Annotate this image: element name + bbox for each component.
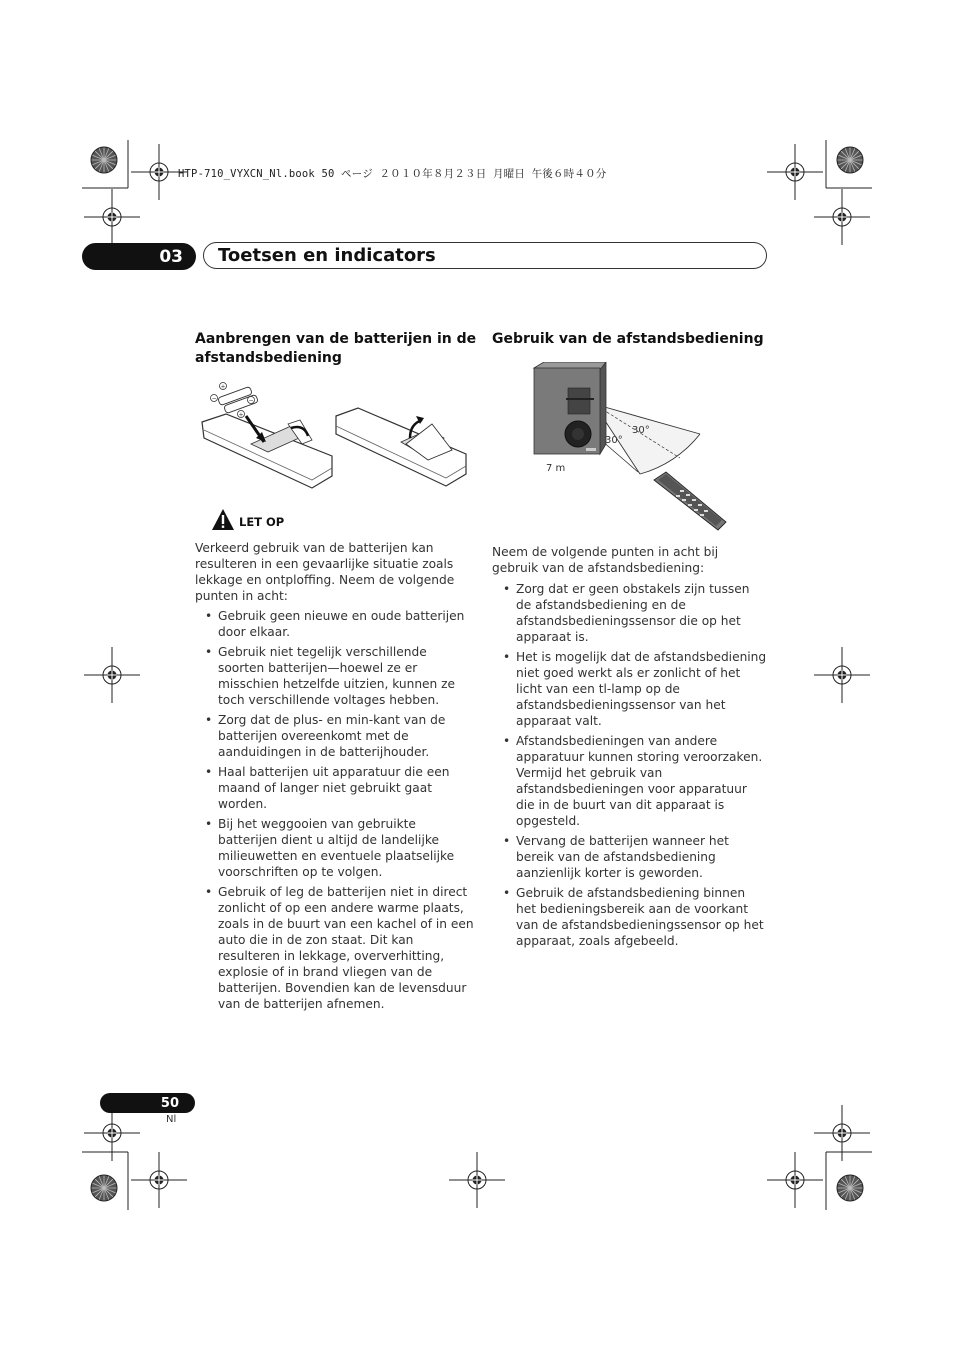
remote-range-illustration — [530, 362, 730, 534]
page-number: 50 — [160, 1095, 179, 1111]
caution-label: LET OP — [239, 515, 285, 529]
angle-label-top: 30° — [632, 425, 650, 436]
list-item: • Gebruik of leg de batterijen niet in direct zonlicht of op een andere warme plaats, zoals in de buurt van een kachel of in een auto die in de zon staat. Dit kan resulteren in lekkage, oververhitting, explosie of in brand vliegen van de batterijen. Bovendien kan de levensduur van de batterijen afnemen. — [205, 885, 474, 1011]
list-item: • Het is mogelijk dat de afstandsbediening niet goed werkt als er zonlicht of het licht van een tl-lamp op de afstandsbedieningssensor van het apparaat valt. — [503, 650, 767, 728]
list-item: • Gebruik niet tegelijk verschillende soorten batterijen—hoewel ze er misschien hetzelfde uitzien, kunnen ze toch verschillende voltages hebben. — [205, 645, 456, 707]
svg-text:+: + — [220, 383, 226, 391]
warning-triangle-icon — [211, 508, 235, 532]
list-item: • Bij het weggooien van gebruikte batterijen dient u altijd de landelijke milieuwetten en eventuele plaatselijke voorschriften op te volgen. — [205, 817, 455, 879]
page-language: Nl — [166, 1114, 177, 1125]
list-item: • Afstandsbedieningen van andere apparatuur kunnen storing veroorzaken. Vermijd het gebruik van afstandsbedieningen voor apparatuur die in de buurt van dit apparaat is opgesteld. — [503, 734, 763, 828]
list-item: • Gebruik de afstandsbediening binnen het bedieningsbereik aan de voorkant van de afstandsbedieningssensor op het apparaat, zoals afgebeeld. — [503, 886, 764, 948]
svg-text:−: − — [248, 397, 254, 405]
caution-bullet-list — [196, 608, 474, 1016]
subwoofer-unit — [534, 362, 606, 454]
remote-control — [654, 472, 726, 530]
list-item: • Gebruik geen nieuwe en oude batterijen door elkaar. — [205, 609, 465, 639]
list-item: • Haal batterijen uit apparatuur die een maand of langer niet gebruikt gaat worden. — [205, 765, 450, 811]
angle-label-bottom: 30° — [605, 435, 623, 446]
left-section-heading: Aanbrengen van de batterijen in de afstandsbediening — [195, 331, 477, 366]
chapter-number-badge — [82, 243, 196, 270]
remote-with-cover-removed — [202, 383, 332, 489]
caution-intro: Verkeerd gebruik van de batterijen kan resulteren in een gevaarlijke situatie zoals lekkage en ontploffing. Neem de volgende punten in acht: — [195, 541, 455, 603]
battery-insertion-illustration — [196, 380, 471, 492]
svg-text:−: − — [211, 395, 217, 403]
chapter-title: Toetsen en indicators — [218, 245, 436, 266]
remote-with-cover-closing — [336, 408, 466, 486]
remote-usage-bullet-list — [494, 581, 768, 953]
list-item: • Zorg dat de plus- en min-kant van de batterijen overeenkomt met de aanduidingen in de batterijhouder. — [205, 713, 446, 759]
list-item: • Vervang de batterijen wanneer het bereik van de afstandsbediening aanzienlijk korter is geworden. — [503, 834, 729, 880]
right-section-heading: Gebruik van de afstandsbediening — [492, 331, 764, 347]
page-number-badge — [100, 1093, 195, 1113]
svg-text:+: + — [238, 411, 244, 419]
list-item: • Zorg dat er geen obstakels zijn tussen de afstandsbediening en de afstandsbedieningssensor die op het apparaat is. — [503, 582, 750, 644]
chapter-number: 03 — [159, 246, 183, 267]
book-file-info: HTP-710_VYXCN_Nl.book 50 ページ ２０１０年８月２３日 月曜日 午後６時４０分 — [178, 168, 607, 180]
remote-usage-intro: Neem de volgende punten in acht bij gebruik van de afstandsbediening: — [492, 545, 719, 575]
distance-label: 7 m — [546, 463, 566, 474]
